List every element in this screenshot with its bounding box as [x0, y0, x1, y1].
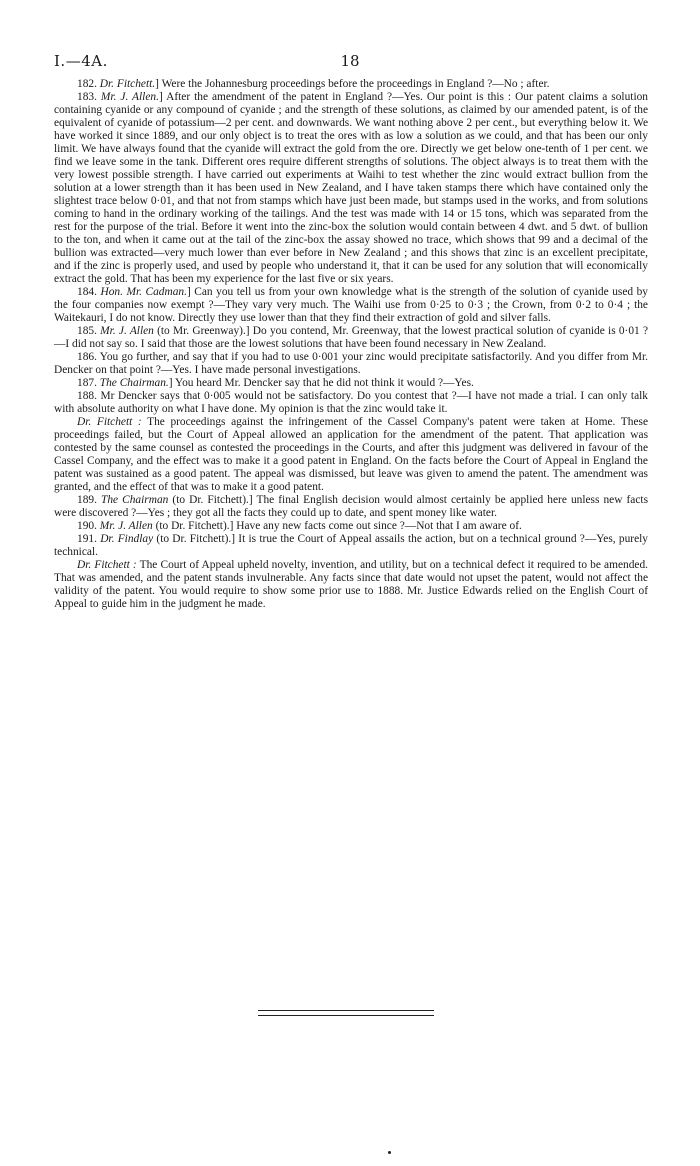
speaker-name: The Chairman	[101, 494, 169, 506]
speaker-name: Dr. Findlay	[100, 533, 154, 545]
paragraph-text: 186. You go further, and say that if you had to use 0·001 your zinc would precipitate satisfactorily. And you differ from Mr. Dencker on that point ?—Yes. I have made personal investigations.	[54, 351, 648, 376]
paragraph	[54, 325, 648, 351]
end-rule-top	[258, 1010, 434, 1011]
speaker-name: Mr. J. Allen	[100, 325, 154, 337]
paragraph-text: 182.	[77, 78, 100, 90]
paragraph-text: The Court of Appeal upheld novelty, invention, and utility, but on a technical defect it required to be amended. That was amended, and the patent stands invulnerable. Any facts since that date would not upset the patent, would not affect the validity of the patent. You would require to show some prior use to 1888. Mr. Justice Edwards relied on the English Court of Appeal to guide him in the judgment he made.	[54, 559, 648, 610]
speaker-name: Dr. Fitchett.	[99, 78, 156, 90]
paragraph	[54, 91, 648, 286]
paragraph-text: (to Dr. Fitchett).] Have any new facts come out since ?—Not that I am aware of.	[152, 520, 522, 532]
speaker-name: Mr. J. Allen	[99, 520, 153, 532]
paragraph-text: 190.	[77, 520, 100, 532]
paragraph	[54, 286, 648, 325]
page-mark	[388, 1151, 391, 1154]
speaker-name: Dr. Fitchett :	[77, 416, 142, 428]
paragraph-text: ] Were the Johannesburg proceedings before the proceedings in England ?—No ; after.	[155, 78, 550, 90]
paragraph-text: ] After the amendment of the patent in England ?—Yes. Our point is this : Our patent claims a solution containing cyanide or any compound of cyanide ; and the strength of these solutions, as claimed by our amended patent, is of the equivalent of cyanide of potassium—2 per cent. and downwards. We want nothing above 2 per cent., but everything below it. We have worked it since 1889, and our only object is to treat the ores with as low a solution as we could, and that has been our only limit. We have always found that the cyanide will extract the gold from the ore. Directly we get below one-tenth of 1 per cent. we find we leave some in the tank. Different ores require different strengths of solutions. The object always is to treat them with the very lowest possible strength. I have carried out experiments at Waihi to test whether the zinc would extract bullion from the solution at a lower strength than it has been used in New Zealand, and I have taken stamps there which have contained only the slightest trace below 0·01, and that not from stamps which have just been made, but stamps used in the works, and from solutions coming to hand in the ordinary working of the tailings. And the test was made with 14 or 15 tons, which was separated from the rest for the purpose of the trial. Before it went into the zinc-box the solution would contain between 4 dwt. and 5 dwt. of bullion to the ton, and when it came out at the tail of the zinc-box the assay showed no trace, which shows that 99 and a decimal of the bullion was extracted—very much lower than ever before in New Zealand ; and this shows that zinc is an excellent precipitate, and if the zinc is properly used, and used by people who understand it, that it can be used for any solution that will economically extract the gold. That has been my experience for the last five or six years.	[54, 91, 648, 285]
paragraph-text: 183.	[77, 91, 101, 103]
end-rule-bottom	[258, 1015, 434, 1016]
paragraph-text: 191.	[77, 533, 101, 545]
paragraph-text: ] Can you tell us from your own knowledge what is the strength of the solution of cyanide used by the four companies now exempt ?—They vary very much. The Waihi use from 0·25 to 0·3 ; the Crown, from 0·2 to 0·4 ; the Waitekauri, I do not know. Directly they use lower than that they find their extraction of gold and silver falls.	[54, 286, 648, 324]
paragraph	[54, 559, 648, 611]
paragraph-text: (to Dr. Fitchett).] The final English decision would almost certainly be applied here unless new facts were discovered ?—Yes ; they got all the facts they could up to date, and spent money like water.	[54, 494, 649, 519]
paragraph-text: 189.	[77, 494, 101, 506]
paragraph	[54, 494, 648, 520]
paragraph	[54, 377, 648, 390]
paragraph	[54, 351, 648, 377]
paragraph	[54, 390, 648, 416]
paragraph-text: 187.	[77, 377, 100, 389]
paragraph-text: ] You heard Mr. Dencker say that he did not think it would ?—Yes.	[168, 377, 474, 389]
speaker-name: The Chairman.	[99, 377, 169, 389]
paragraph	[54, 533, 648, 559]
paragraph-text: The proceedings against the infringement of the Cassel Company's patent were taken at Home. These proceedings failed, but the Court of Appeal allowed an application for the amendment of the patent. That application was contested by the same counsel as contested the proceedings in the Courts, and after this judgment was delivered in favour of the Cassel Company, and the effect was to make it a good patent in England. On the facts before the Court of Appeal in England the patent was sustained as a good patent. The appeal was dismissed, but leave was given to amend the patent. The amendment was granted, and the effect of that was to make it a good patent.	[54, 416, 648, 493]
paragraph-text: 184.	[77, 286, 101, 298]
speaker-name: Dr. Fitchett :	[77, 559, 137, 571]
speaker-name: Hon. Mr. Cadman.	[100, 286, 187, 298]
paragraph-text: (to Dr. Fitchett).] It is true the Court of Appeal assails the action, but on a technical ground ?—Yes, purely technical.	[54, 533, 649, 558]
paragraph-text: (to Mr. Greenway).] Do you contend, Mr. Greenway, that the lowest practical solution of cyanide is 0·01 ?—I did not say so. I said that those are the lowest solutions that have been found necessary in New Zealand.	[54, 325, 649, 350]
paragraph-text: 185.	[77, 325, 101, 337]
paragraph	[54, 416, 648, 494]
paragraph	[54, 520, 648, 533]
document-body	[54, 78, 648, 611]
speaker-name: Mr. J. Allen.	[100, 91, 159, 103]
series-reference: I.—4A.	[54, 52, 108, 70]
paragraph-text: 188. Mr Dencker says that 0·005 would not be satisfactory. Do you contest that ?—I have not made a trial. I can only talk with absolute authority on what I have done. My opinion is that the zinc would take it.	[54, 390, 648, 415]
page-number: 18	[340, 52, 360, 70]
page-header	[54, 52, 646, 72]
paragraph	[54, 78, 648, 91]
